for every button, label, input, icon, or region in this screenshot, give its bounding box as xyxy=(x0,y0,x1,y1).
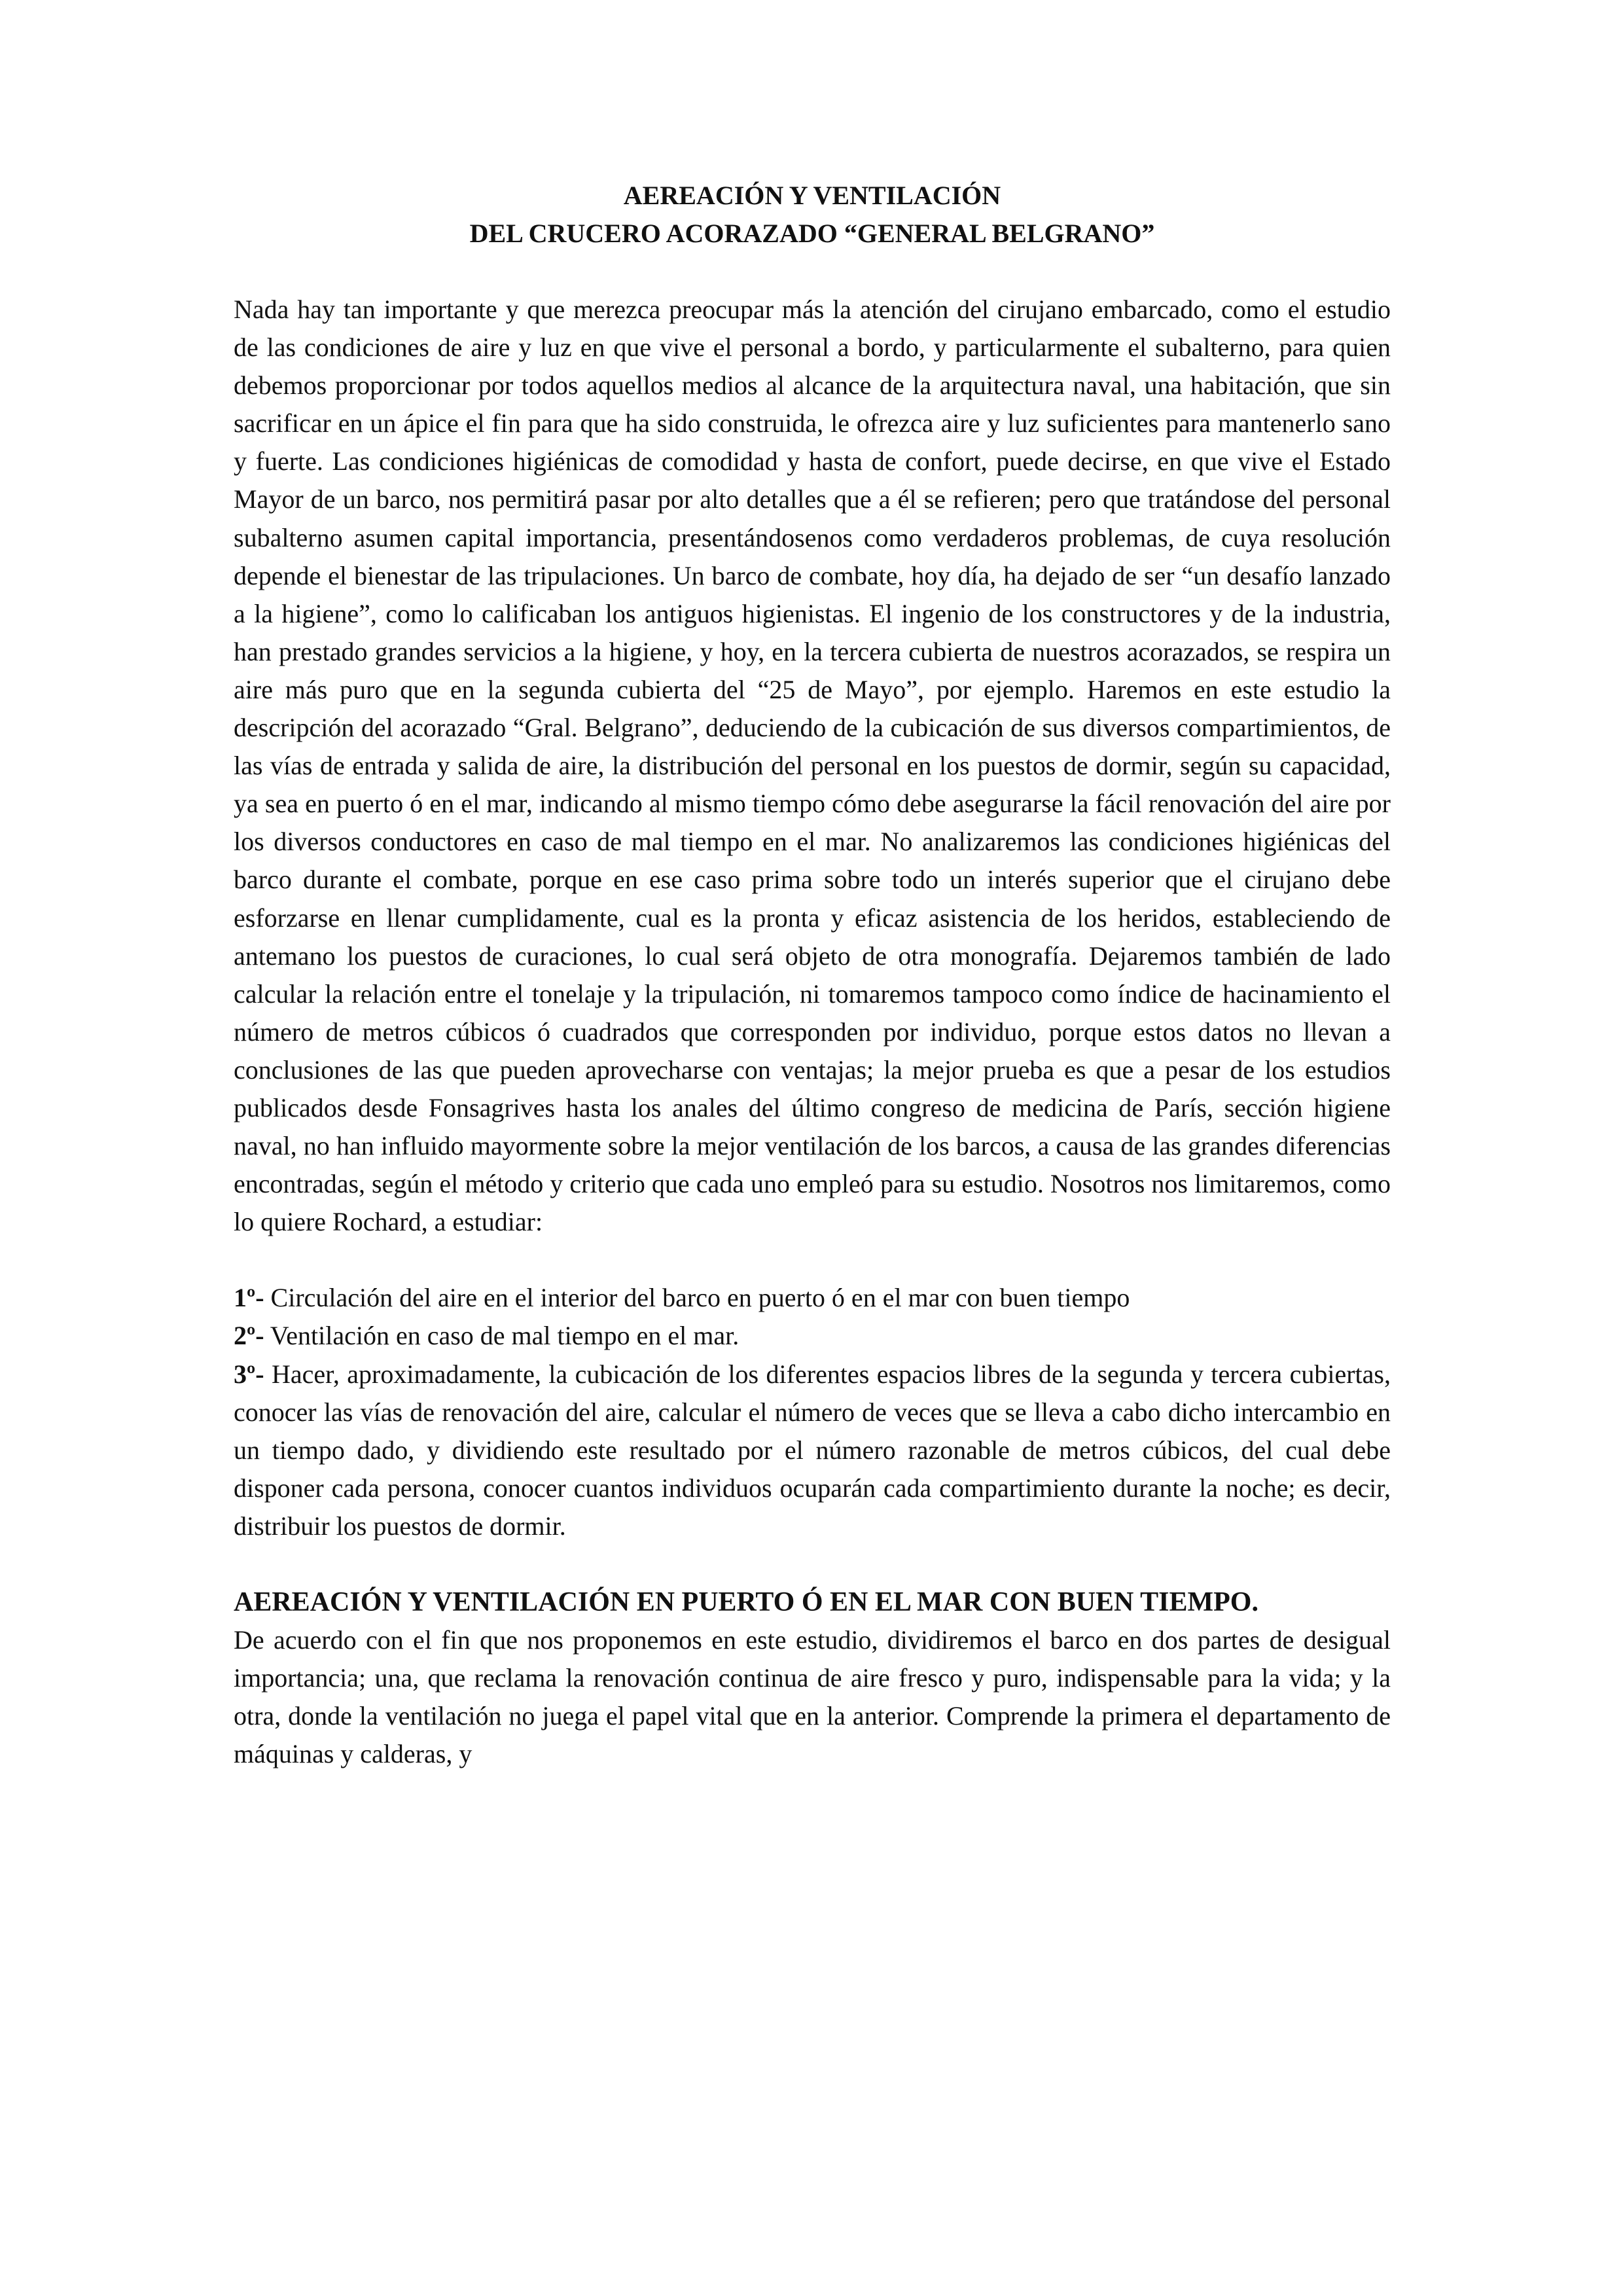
list-item-text: Circulación del aire en el interior del barco en puerto ó en el mar con buen tiempo xyxy=(264,1283,1130,1313)
title-line-2: DEL CRUCERO ACORAZADO “GENERAL BELGRANO” xyxy=(469,219,1155,248)
document-page xyxy=(234,177,1391,1773)
list-item-number: 1º- xyxy=(234,1283,264,1313)
list-item-number: 2º- xyxy=(234,1321,264,1351)
section-heading: AEREACIÓN Y VENTILACIÓN EN PUERTO Ó EN EL MAR CON BUEN TIEMPO. xyxy=(234,1587,1258,1617)
list-item-1 xyxy=(234,1279,1391,1317)
section-paragraph: De acuerdo con el fin que nos proponemos en este estudio, dividiremos el barco en dos partes de desigual importancia; una, que reclama la renovación continua de aire fresco y puro, indispensable para la vida; y la otra, donde la ventilación no juega el papel vital que en la anterior. Comprende la primera el departamento de máquinas y calderas, y xyxy=(234,1625,1391,1769)
list-item-text: Ventilación en caso de mal tiempo en el mar. xyxy=(264,1321,740,1351)
list-item-text: Hacer, aproximadamente, la cubicación de los diferentes espacios libres de la segunda y tercera cubiertas, conocer las vías de renovación del aire, calcular el número de veces que se lleva a cabo dicho intercambio en un tiempo dado, y dividiendo este resultado por el número razonable de metros cúbicos, del cual debe disponer cada persona, conocer cuantos individuos ocuparán cada compartimiento durante la noche; es decir, distribuir los puestos de dormir. xyxy=(234,1359,1391,1541)
list-item-3 xyxy=(234,1355,1391,1545)
document-title xyxy=(234,177,1391,253)
title-line-1: AEREACIÓN Y VENTILACIÓN xyxy=(623,181,1001,210)
study-points-list xyxy=(234,1279,1391,1545)
list-item-number: 3º- xyxy=(234,1359,264,1389)
list-item-2 xyxy=(234,1317,1391,1355)
intro-paragraph: Nada hay tan importante y que merezca preocupar más la atención del cirujano embarcado, como el estudio de las condiciones de aire y luz en que vive el personal a bordo, y particularmente el subalterno, para quien debemos proporcionar por todos aquellos medios al alcance de la arquitectura naval, una habitación, que sin sacrificar en un ápice el fin para que ha sido construida, le ofrezca aire y luz suficientes para mantenerlo sano y fuerte. Las condiciones higiénicas de comodidad y hasta de confort, puede decirse, en que vive el Estado Mayor de un barco, nos permitirá pasar por alto detalles que a él se refieren; pero que tratándose del personal subalterno asumen capital importancia, presentándosenos como verdaderos problemas, de cuya resolución depende el bienestar de las tripulaciones. Un barco de combate, hoy día, ha dejado de ser “un desafío lanzado a la higiene”, como lo calificaban los antiguos higienistas. El ingenio de los constructores y de la industria, han prestado grandes servicios a la higiene, y hoy, en la tercera cubierta de nuestros acorazados, se respira un aire más puro que en la segunda cubierta del “25 de Mayo”, por ejemplo. Haremos en este estudio la descripción del acorazado “Gral. Belgrano”, deduciendo de la cubicación de sus diversos compartimientos, de las vías de entrada y salida de aire, la distribución del personal en los puestos de dormir, según su capacidad, ya sea en puerto ó en el mar, indicando al mismo tiempo cómo debe asegurarse la fácil renovación del aire por los diversos conductores en caso de mal tiempo en el mar. No analizaremos las condiciones higiénicas del barco durante el combate, porque en ese caso prima sobre todo un interés superior que el cirujano debe esforzarse en llenar cumplidamente, cual es la pronta y eficaz asistencia de los heridos, estableciendo de antemano los puestos de curaciones, lo cual será objeto de otra monografía. Dejaremos también de lado calcular la relación entre el tonelaje y la tripulación, ni tomaremos tampoco como índice de hacinamiento el número de metros cúbicos ó cuadrados que corresponden por individuo, porque estos datos no llevan a conclusiones de las que pueden aprovecharse con ventajas; la mejor prueba es que a pesar de los estudios publicados desde Fonsagrives hasta los anales del último congreso de medicina de París, sección higiene naval, no han influido mayormente sobre la mejor ventilación de los barcos, a causa de las grandes diferencias encontradas, según el método y criterio que cada uno empleó para su estudio. Nosotros nos limitaremos, como lo quiere Rochard, a estudiar: xyxy=(234,295,1391,1237)
